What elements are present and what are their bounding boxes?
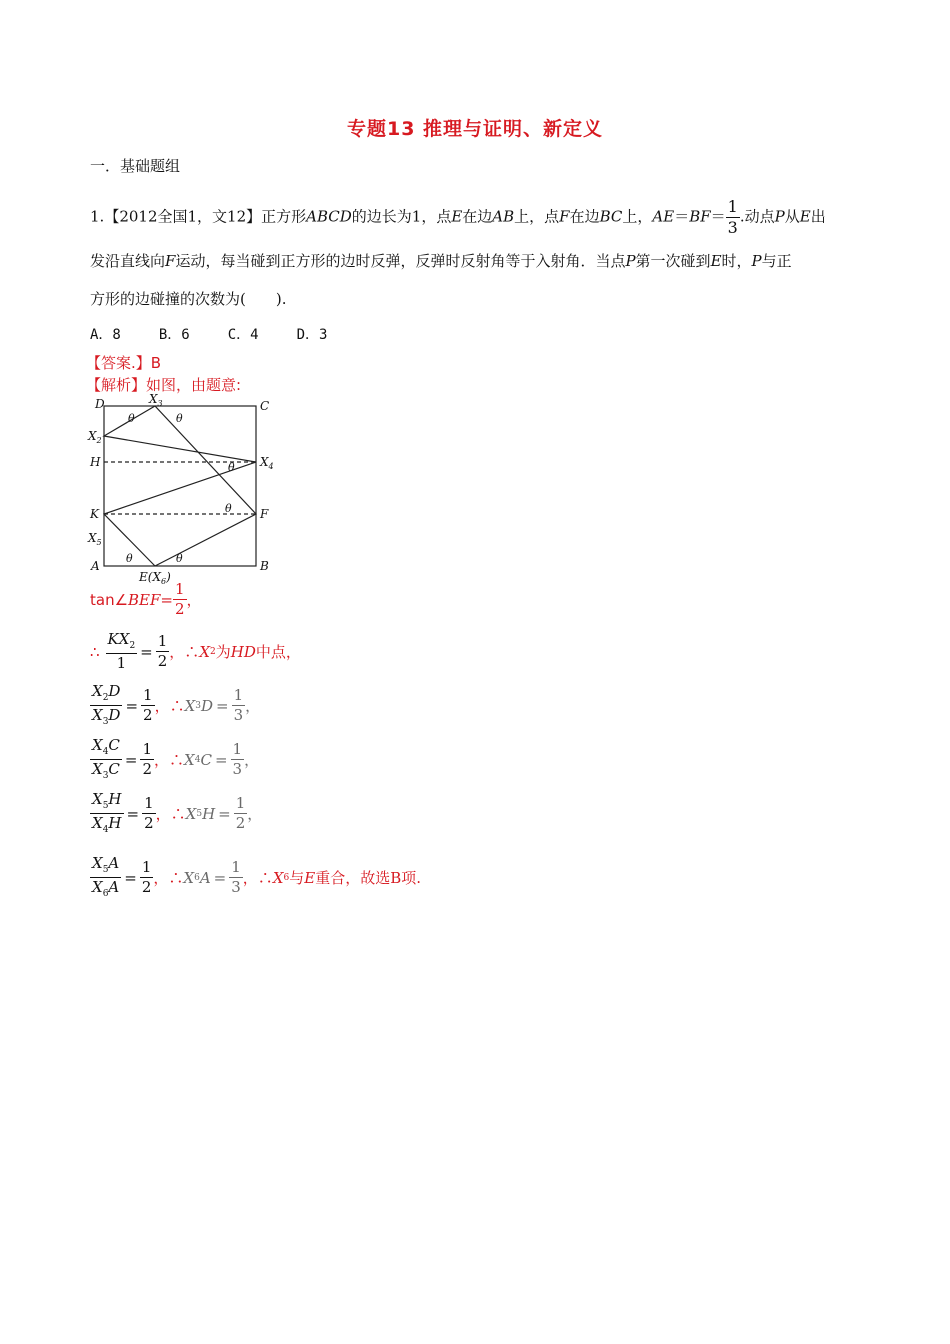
text: 3 — [727, 218, 738, 237]
text: 1 — [157, 632, 168, 650]
fraction — [90, 684, 122, 727]
text: A — [199, 868, 211, 887]
text: = — [124, 868, 137, 887]
text: 与 — [289, 869, 305, 887]
text: 发沿直线向 — [90, 252, 166, 270]
text: = — [214, 750, 228, 769]
text: ，∴ — [154, 751, 185, 769]
text: 上， — [622, 207, 653, 226]
path-p — [104, 406, 256, 566]
text: 4 — [268, 462, 274, 471]
text: 1 — [231, 858, 241, 876]
text — [90, 792, 124, 814]
text: 6 — [283, 872, 290, 883]
text: 3 — [157, 399, 163, 408]
text: 出 — [810, 207, 826, 226]
text: 2 — [157, 652, 168, 670]
text: ＝ — [674, 207, 690, 226]
label-c: C — [260, 399, 270, 413]
text: 2 — [142, 760, 153, 778]
text: 1 — [233, 686, 244, 704]
text: F — [165, 252, 176, 270]
fraction — [90, 738, 122, 781]
question-line-3: 方形的边碰撞的次数为( ). — [90, 290, 287, 308]
text: P — [774, 207, 785, 226]
text: ， — [245, 697, 261, 715]
label-k: K — [90, 507, 99, 521]
theta-1: θ — [128, 412, 135, 425]
text: D — [108, 682, 121, 700]
text: 在边 — [462, 207, 493, 226]
square-abcd — [104, 406, 256, 566]
label-f: F — [260, 507, 269, 521]
text: AE — [652, 207, 675, 226]
text: ＝ — [710, 207, 726, 226]
text: X — [183, 868, 195, 887]
text: 2 — [235, 814, 246, 832]
text: E — [799, 207, 811, 226]
text: 3 — [102, 771, 109, 781]
text: H — [202, 804, 216, 823]
option-b: B．6 — [158, 327, 190, 343]
text: ，∴ — [153, 869, 184, 887]
text: 4 — [194, 754, 201, 765]
text: = — [213, 868, 227, 887]
text: 2 — [144, 814, 154, 832]
text: A — [108, 878, 120, 896]
text: KX — [107, 630, 130, 648]
text: 5 — [96, 538, 102, 547]
text: 正方形 — [261, 207, 307, 226]
answer-line: 【答案.】B — [86, 354, 162, 372]
fraction — [106, 632, 138, 671]
text: X — [92, 736, 103, 754]
text: ， — [247, 805, 263, 823]
text: X — [184, 696, 196, 715]
text: 1 — [144, 794, 154, 812]
fraction — [234, 796, 248, 831]
text: 3 — [102, 717, 109, 727]
fraction — [142, 796, 156, 831]
label-x2 — [87, 429, 102, 445]
text: BEF — [128, 590, 161, 609]
text: = — [124, 750, 138, 769]
label-x5 — [87, 531, 102, 547]
theta-2: θ — [176, 412, 183, 425]
text: 1 — [727, 197, 738, 216]
option-d: D．3 — [296, 327, 328, 343]
step-6 — [90, 856, 421, 899]
text: 1 — [143, 686, 153, 704]
theta-6: θ — [176, 552, 183, 565]
text: = — [218, 804, 231, 823]
text — [90, 738, 122, 760]
text: = — [216, 696, 229, 715]
text: 5 — [102, 865, 109, 875]
theta-4: θ — [225, 502, 232, 515]
text: 2 — [129, 641, 136, 651]
step-5 — [90, 792, 262, 835]
text: 3 — [231, 878, 241, 896]
option-a: A．8 — [90, 327, 121, 343]
text: 1 — [235, 794, 246, 812]
text: 6 — [160, 577, 167, 586]
reflection-figure — [82, 392, 282, 588]
text: 运动，每当碰到正方形的边时反弹，反弹时反射角等于入射角．当点 — [175, 252, 626, 270]
text: ABCD — [306, 207, 352, 226]
fraction — [141, 688, 155, 723]
label-x3 — [148, 392, 163, 408]
text: A — [108, 854, 120, 872]
text: E(X — [139, 570, 161, 584]
text: 1 — [175, 580, 185, 598]
text — [90, 706, 122, 727]
text: X — [88, 429, 97, 443]
text: ) — [166, 570, 171, 584]
theta-3: θ — [228, 461, 235, 474]
text: C — [108, 760, 120, 778]
text: 中点， — [255, 643, 301, 661]
label-h: H — [90, 455, 101, 469]
text: D — [201, 696, 214, 715]
text: F — [559, 207, 570, 226]
text: 时， — [721, 252, 752, 270]
text: D — [108, 706, 121, 724]
text: X — [92, 760, 103, 778]
text: 2 — [102, 693, 109, 703]
text: C — [108, 736, 120, 754]
question-number: 1. — [90, 207, 105, 226]
text: 与正 — [761, 252, 792, 270]
text: X — [92, 814, 103, 832]
fraction — [231, 742, 245, 777]
text: X — [184, 750, 195, 769]
question-line-2 — [90, 251, 792, 271]
text: .动点 — [739, 207, 775, 226]
text: 在边 — [569, 207, 600, 226]
text: 2 — [143, 706, 153, 724]
text: 5 — [102, 801, 109, 811]
text: P — [751, 252, 762, 270]
theta-5: θ — [126, 552, 133, 565]
text: 上，点 — [514, 207, 560, 226]
text: 1 — [116, 654, 127, 672]
text: X — [185, 804, 197, 823]
text: 2 — [210, 646, 216, 657]
page-title: 专题13 推理与证明、新定义 — [346, 118, 604, 140]
fraction — [140, 742, 154, 777]
text: 4 — [102, 747, 109, 757]
text: 3 — [233, 706, 244, 724]
fraction — [140, 860, 154, 895]
analysis-line: 【解析】如图，由题意: — [86, 376, 242, 394]
text: 从 — [784, 207, 800, 226]
text: 第一次碰到 — [635, 252, 711, 270]
text: ，∴ — [155, 805, 186, 823]
label-b: B — [260, 559, 269, 573]
text — [90, 856, 121, 878]
text: tan∠ — [90, 590, 129, 609]
text: X — [92, 854, 103, 872]
fraction — [232, 688, 246, 723]
label-a: A — [91, 559, 100, 573]
question-source: 【2012全国1，文12】 — [104, 207, 262, 226]
text: 4 — [102, 825, 109, 835]
text: X — [199, 642, 210, 661]
text: E — [451, 207, 463, 226]
text: HD — [230, 642, 256, 661]
text: ， — [244, 751, 260, 769]
text: 2 — [175, 600, 185, 618]
text: X — [88, 531, 97, 545]
text: X — [272, 868, 284, 887]
text: 1 — [141, 858, 152, 876]
text: X — [260, 455, 269, 469]
text: ∴ — [90, 642, 100, 661]
text: BF — [689, 207, 711, 226]
text: = — [125, 696, 139, 715]
step-4 — [90, 738, 259, 781]
question-line-1 — [90, 199, 826, 236]
text: 为 — [215, 643, 231, 661]
text — [90, 684, 122, 706]
text: ， — [186, 591, 202, 609]
text: 6 — [102, 889, 109, 899]
fraction — [156, 634, 170, 669]
text: 6 — [194, 872, 200, 883]
text: 1 — [232, 740, 243, 758]
step-1 — [90, 582, 202, 617]
text: 的边长为1，点 — [351, 207, 452, 226]
text: C — [200, 750, 212, 769]
text: BC — [599, 207, 623, 226]
text: H — [108, 814, 122, 832]
label-x4 — [259, 455, 274, 471]
text: = — [126, 804, 140, 823]
text: = — [160, 590, 173, 609]
text: X — [92, 682, 103, 700]
text: X — [92, 706, 103, 724]
text: ，∴ — [242, 869, 273, 887]
answer-options — [90, 324, 365, 344]
text: 1 — [142, 740, 153, 758]
text: 2 — [96, 436, 102, 445]
text — [106, 632, 138, 654]
fraction — [229, 860, 243, 895]
text: H — [108, 790, 122, 808]
text: = — [140, 642, 153, 661]
text: ，∴ — [169, 643, 200, 661]
text: 3 — [232, 760, 243, 778]
text: AB — [492, 207, 515, 226]
text: 5 — [196, 808, 203, 819]
step-2 — [90, 632, 301, 671]
fraction — [90, 792, 124, 835]
section-heading: 一．基础题组 — [90, 157, 181, 175]
text — [90, 760, 122, 781]
label-d: D — [95, 397, 105, 411]
text: E — [304, 868, 316, 887]
text: 重合，故选B项. — [315, 869, 421, 887]
text — [90, 814, 124, 835]
text — [90, 878, 121, 899]
text: P — [625, 252, 636, 270]
text: 2 — [141, 878, 152, 896]
text: X — [92, 790, 103, 808]
text: ，∴ — [154, 697, 185, 715]
text: E — [710, 252, 722, 270]
text: 3 — [195, 700, 202, 711]
option-c: C．4 — [227, 327, 259, 343]
text: X — [92, 878, 103, 896]
step-3 — [90, 684, 260, 727]
fraction — [90, 856, 121, 899]
text: X — [149, 392, 158, 406]
fraction-one-third — [726, 199, 740, 236]
fraction — [173, 582, 187, 617]
